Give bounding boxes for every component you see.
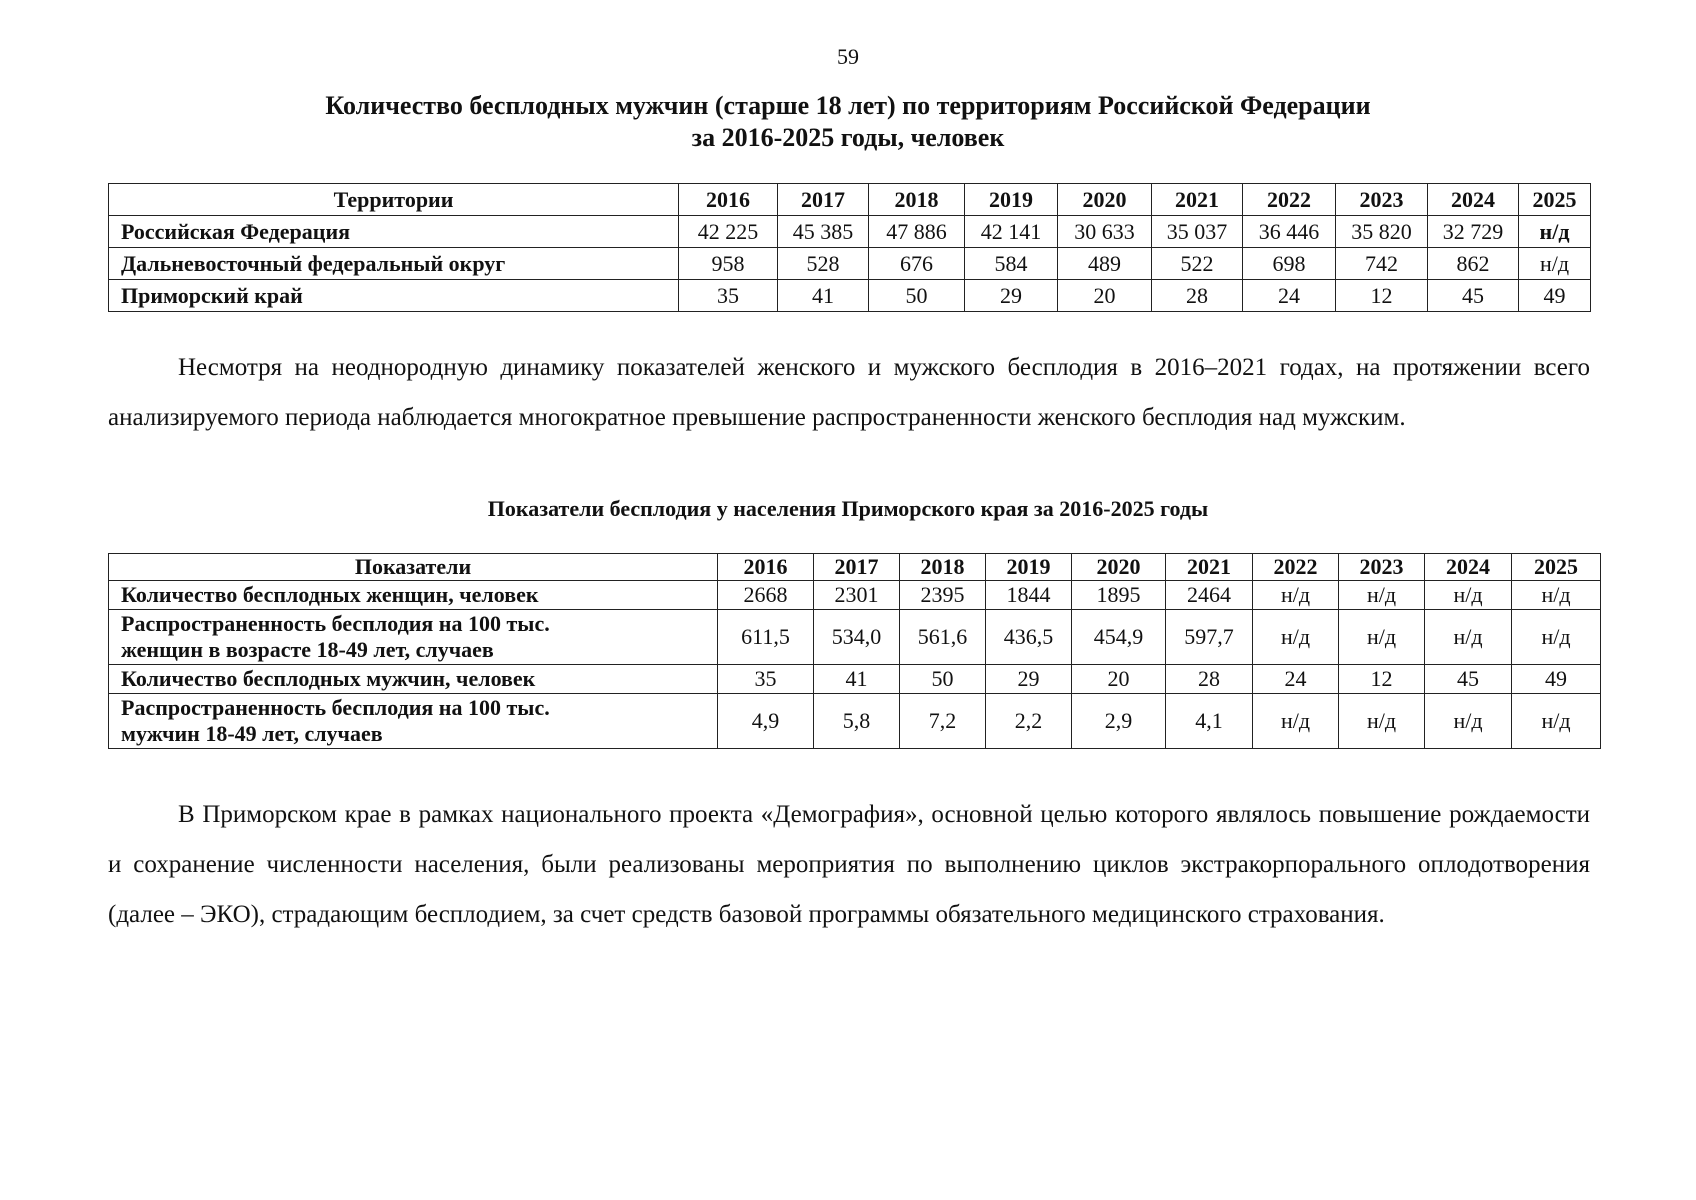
header-cell: 2024 [1428, 184, 1519, 216]
table-cell: 454,9 [1072, 610, 1166, 665]
table-cell: н/д [1512, 694, 1601, 749]
table-cell: н/д [1339, 610, 1425, 665]
table-cell: 35 820 [1336, 216, 1428, 248]
table-cell: 29 [965, 280, 1058, 312]
table1-title-line1: Количество бесплодных мужчин (старше 18 лет) по территориям Российской Федерации [325, 91, 1371, 120]
header-cell: 2016 [679, 184, 778, 216]
table-cell: 12 [1339, 665, 1425, 694]
table-cell: 30 633 [1058, 216, 1152, 248]
table-cell: 20 [1058, 280, 1152, 312]
table-cell: 862 [1428, 248, 1519, 280]
table-row [109, 280, 1591, 312]
table-cell: 1844 [986, 581, 1072, 610]
table-cell: н/д [1519, 248, 1591, 280]
table-cell: 50 [900, 665, 986, 694]
table-cell: н/д [1512, 581, 1601, 610]
table-cell: 2668 [718, 581, 814, 610]
table-cell: н/д [1512, 610, 1601, 665]
table-cell: 50 [869, 280, 965, 312]
page-number: 59 [837, 44, 859, 69]
header-cell: 2021 [1166, 554, 1253, 581]
men-infertility-by-territory-table [108, 183, 1591, 312]
table-cell: 41 [814, 665, 900, 694]
table-cell: 45 [1428, 280, 1519, 312]
table-cell: 2395 [900, 581, 986, 610]
table-cell: н/д [1253, 610, 1339, 665]
table-cell: 45 385 [778, 216, 869, 248]
table-cell: 7,2 [900, 694, 986, 749]
infertility-indicators-table [108, 553, 1601, 749]
table-cell: н/д [1519, 216, 1591, 248]
table-cell: 2301 [814, 581, 900, 610]
header-cell: 2022 [1253, 554, 1339, 581]
row-label-line1: Распространенность бесплодия на 100 тыс. [121, 695, 550, 720]
table-cell: 28 [1152, 280, 1243, 312]
table-cell: 676 [869, 248, 965, 280]
table-cell: 4,1 [1166, 694, 1253, 749]
table-cell: 35 037 [1152, 216, 1243, 248]
header-cell: 2025 [1512, 554, 1601, 581]
table-cell: 49 [1512, 665, 1601, 694]
table-cell: н/д [1339, 581, 1425, 610]
table-cell: 29 [986, 665, 1072, 694]
header-cell: 2018 [869, 184, 965, 216]
table-cell: н/д [1253, 581, 1339, 610]
table-row [109, 216, 1591, 248]
table-cell: 35 [679, 280, 778, 312]
table-cell: 24 [1253, 665, 1339, 694]
table-cell: 20 [1072, 665, 1166, 694]
table-row [109, 694, 1601, 749]
header-cell: 2025 [1519, 184, 1591, 216]
table-cell: 561,6 [900, 610, 986, 665]
header-cell: 2021 [1152, 184, 1243, 216]
table-cell: 436,5 [986, 610, 1072, 665]
table-cell: 4,9 [718, 694, 814, 749]
table-row [109, 610, 1601, 665]
header-cell: 2019 [965, 184, 1058, 216]
table-cell: 528 [778, 248, 869, 280]
table-cell: н/д [1339, 694, 1425, 749]
table-cell: 698 [1243, 248, 1336, 280]
table-cell: 24 [1243, 280, 1336, 312]
row-label [109, 610, 718, 665]
table-cell: 2,2 [986, 694, 1072, 749]
table-cell: 489 [1058, 248, 1152, 280]
row-label-line2: женщин в возрасте 18-49 лет, случаев [121, 637, 494, 662]
table-cell: 584 [965, 248, 1058, 280]
row-label: Российская Федерация [109, 216, 679, 248]
header-cell: 2020 [1072, 554, 1166, 581]
table-header-row [109, 554, 1601, 581]
header-cell: Показатели [109, 554, 718, 581]
row-label [109, 581, 718, 610]
paragraph-1 [108, 343, 1590, 443]
table1-title-line2: за 2016-2025 годы, человек [691, 123, 1005, 152]
table-cell: 42 225 [679, 216, 778, 248]
header-cell: 2022 [1243, 184, 1336, 216]
header-cell: 2019 [986, 554, 1072, 581]
header-cell: 2023 [1336, 184, 1428, 216]
table-cell: н/д [1425, 581, 1512, 610]
row-label [109, 665, 718, 694]
table-row [109, 665, 1601, 694]
table-cell: 45 [1425, 665, 1512, 694]
table-cell: н/д [1253, 694, 1339, 749]
table-row [109, 581, 1601, 610]
table-cell: 534,0 [814, 610, 900, 665]
row-label-line2: мужчин 18-49 лет, случаев [121, 721, 383, 746]
header-cell: 2020 [1058, 184, 1152, 216]
table-cell: 5,8 [814, 694, 900, 749]
table-cell: 611,5 [718, 610, 814, 665]
header-cell: 2016 [718, 554, 814, 581]
table-cell: 35 [718, 665, 814, 694]
row-label: Дальневосточный федеральный округ [109, 248, 679, 280]
table-cell: 1895 [1072, 581, 1166, 610]
table2-title: Показатели бесплодия у населения Приморского края за 2016-2025 годы [487, 496, 1209, 521]
table-cell: 742 [1336, 248, 1428, 280]
paragraph-2-text: В Приморском крае в рамках национального проекта «Демография», основной целью которого являлось повышение рождаемости и сохранение численности населения, были реализованы мероприятия по выполнению циклов экстракорпорального оплодотворения (далее – ЭКО), страдающим бесплодием, за счет средств базовой программы обязательного медицинского страхования. [108, 801, 1590, 928]
table-cell: 42 141 [965, 216, 1058, 248]
paragraph-1-text: Несмотря на неоднородную динамику показателей женского и мужского бесплодия в 2016–2021 годах, на протяжении всего анализируемого периода наблюдается многократное превышение распространенности женского бесплодия над мужским. [108, 354, 1590, 431]
header-cell: 2017 [778, 184, 869, 216]
table-cell: 28 [1166, 665, 1253, 694]
table-cell: 2464 [1166, 581, 1253, 610]
header-cell: 2023 [1339, 554, 1425, 581]
table-cell: 958 [679, 248, 778, 280]
table-cell: 47 886 [869, 216, 965, 248]
header-cell: 2018 [900, 554, 986, 581]
header-cell: 2024 [1425, 554, 1512, 581]
table-cell: н/д [1425, 694, 1512, 749]
table-cell: 36 446 [1243, 216, 1336, 248]
row-label: Приморский край [109, 280, 679, 312]
row-label-line1: Количество бесплодных женщин, человек [121, 582, 539, 607]
header-cell: Территории [109, 184, 679, 216]
table-cell: 2,9 [1072, 694, 1166, 749]
table-cell: 49 [1519, 280, 1591, 312]
table1-title [0, 90, 1696, 154]
table-cell: н/д [1425, 610, 1512, 665]
table-cell: 41 [778, 280, 869, 312]
table-cell: 12 [1336, 280, 1428, 312]
table-cell: 32 729 [1428, 216, 1519, 248]
row-label-line1: Количество бесплодных мужчин, человек [121, 666, 536, 691]
row-label-line1: Распространенность бесплодия на 100 тыс. [121, 611, 550, 636]
table-row [109, 248, 1591, 280]
row-label [109, 694, 718, 749]
table-cell: 522 [1152, 248, 1243, 280]
table-cell: 597,7 [1166, 610, 1253, 665]
paragraph-2 [108, 790, 1590, 940]
header-cell: 2017 [814, 554, 900, 581]
table-header-row [109, 184, 1591, 216]
